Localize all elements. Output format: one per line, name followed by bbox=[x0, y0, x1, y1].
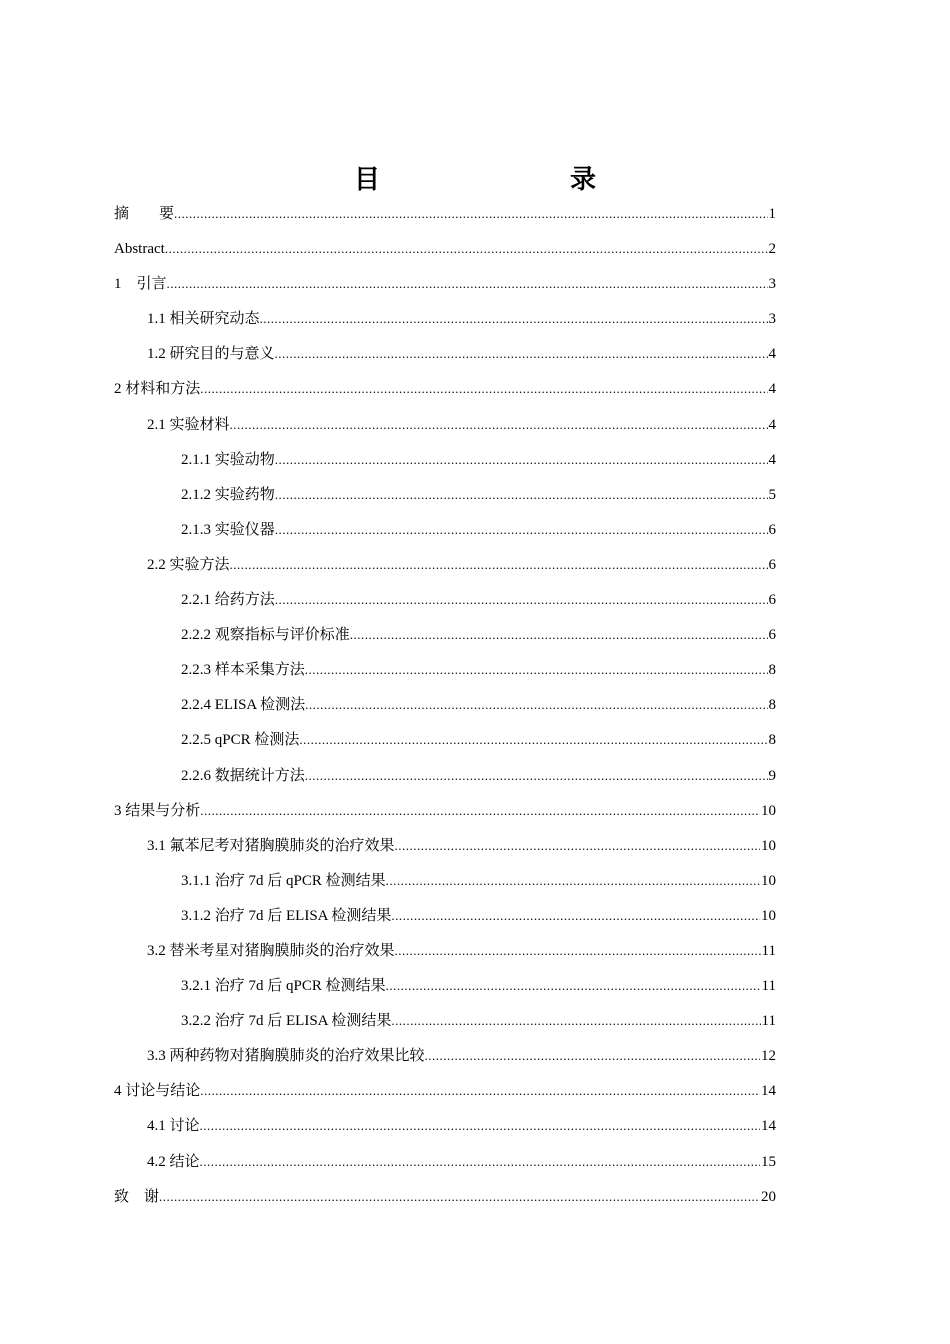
dot-leader bbox=[200, 793, 760, 828]
dot-leader bbox=[174, 196, 767, 231]
dot-leader bbox=[159, 1179, 760, 1214]
toc-entry-page-number: 4 bbox=[768, 416, 776, 433]
toc-entry-label: Abstract bbox=[114, 241, 165, 258]
toc-entry[interactable] bbox=[114, 793, 776, 828]
toc-entry-page-number: 2 bbox=[768, 241, 776, 258]
toc-entry[interactable] bbox=[114, 512, 776, 547]
toc-entry-label: 3.3 两种药物对猪胸膜肺炎的治疗效果比较 bbox=[147, 1048, 425, 1065]
toc-entry-label: 1.2 研究目的与意义 bbox=[147, 346, 275, 363]
toc-entry[interactable] bbox=[114, 1003, 776, 1038]
toc-entry-label: 4.2 结论 bbox=[147, 1153, 200, 1170]
toc-entry[interactable] bbox=[114, 582, 776, 617]
toc-entry-page-number: 10 bbox=[761, 802, 776, 819]
dot-leader bbox=[299, 722, 767, 757]
toc-entry[interactable] bbox=[114, 828, 776, 863]
toc-entry-page-number: 6 bbox=[768, 592, 776, 609]
toc-entry-page-number: 10 bbox=[761, 907, 776, 924]
toc-entry-page-number: 15 bbox=[761, 1153, 776, 1170]
dot-leader bbox=[165, 231, 768, 266]
toc-entry-page-number: 12 bbox=[761, 1048, 776, 1065]
toc-entry-label: 致 谢 bbox=[114, 1188, 160, 1205]
dot-leader bbox=[305, 758, 768, 793]
dot-leader bbox=[230, 407, 768, 442]
toc-entry-page-number: 3 bbox=[768, 276, 776, 293]
toc-entry[interactable] bbox=[114, 231, 776, 266]
toc-entry-page-number: 3 bbox=[768, 311, 776, 328]
dot-leader bbox=[200, 1073, 760, 1108]
toc-entry-label: 3.1 氟苯尼考对猪胸膜肺炎的治疗效果 bbox=[147, 837, 395, 854]
dot-leader bbox=[386, 968, 761, 1003]
toc-entry[interactable] bbox=[114, 722, 776, 757]
dot-leader bbox=[395, 933, 761, 968]
toc-entry[interactable] bbox=[114, 1144, 776, 1179]
toc-entry-label: 2.1.1 实验动物 bbox=[181, 451, 275, 468]
toc-entry-label: 2.2.3 样本采集方法 bbox=[181, 662, 305, 679]
toc-entry-label: 2 材料和方法 bbox=[114, 381, 201, 398]
toc-entry[interactable] bbox=[114, 266, 776, 301]
toc-entry-label: 3 结果与分析 bbox=[114, 802, 201, 819]
toc-entry-page-number: 8 bbox=[768, 732, 776, 749]
toc-entry[interactable] bbox=[114, 1038, 776, 1073]
toc-entry[interactable] bbox=[114, 407, 776, 442]
toc-entry-page-number: 6 bbox=[768, 627, 776, 644]
toc-entry[interactable] bbox=[114, 617, 776, 652]
toc-entry-page-number: 8 bbox=[768, 697, 776, 714]
toc-entry-label: 3.2.2 治疗 7d 后 ELISA 检测结果 bbox=[181, 1013, 392, 1030]
dot-leader bbox=[275, 477, 768, 512]
dot-leader bbox=[391, 898, 760, 933]
toc-entry-page-number: 10 bbox=[761, 837, 776, 854]
toc-entry[interactable] bbox=[114, 863, 776, 898]
toc-entry[interactable] bbox=[114, 968, 776, 1003]
dot-leader bbox=[305, 687, 767, 722]
toc-entry-page-number: 20 bbox=[761, 1188, 776, 1205]
toc-entry-page-number: 8 bbox=[768, 662, 776, 679]
dot-leader bbox=[391, 1003, 760, 1038]
dot-leader bbox=[395, 828, 760, 863]
toc-entry-page-number: 14 bbox=[761, 1118, 776, 1135]
table-of-contents bbox=[114, 196, 776, 1214]
toc-entry[interactable] bbox=[114, 933, 776, 968]
toc-entry[interactable] bbox=[114, 1108, 776, 1143]
toc-entry-page-number: 11 bbox=[761, 978, 776, 995]
toc-entry-page-number: 4 bbox=[768, 381, 776, 398]
toc-entry-label: 2.1 实验材料 bbox=[147, 416, 230, 433]
toc-entry-label: 2.2.4 ELISA 检测法 bbox=[181, 697, 306, 714]
toc-entry-page-number: 11 bbox=[761, 942, 776, 959]
toc-entry-page-number: 6 bbox=[768, 521, 776, 538]
toc-entry[interactable] bbox=[114, 547, 776, 582]
toc-entry-page-number: 14 bbox=[761, 1083, 776, 1100]
toc-entry-page-number: 5 bbox=[768, 486, 776, 503]
dot-leader bbox=[275, 336, 768, 371]
toc-entry[interactable] bbox=[114, 371, 776, 406]
toc-entry[interactable] bbox=[114, 898, 776, 933]
toc-entry-page-number: 4 bbox=[768, 346, 776, 363]
toc-entry[interactable] bbox=[114, 301, 776, 336]
dot-leader bbox=[275, 582, 768, 617]
dot-leader bbox=[167, 266, 768, 301]
toc-entry[interactable] bbox=[114, 1073, 776, 1108]
toc-entry[interactable] bbox=[114, 196, 776, 231]
dot-leader bbox=[305, 652, 768, 687]
toc-entry-label: 3.1.1 治疗 7d 后 qPCR 检测结果 bbox=[181, 872, 386, 889]
toc-entry[interactable] bbox=[114, 652, 776, 687]
toc-entry-page-number: 4 bbox=[768, 451, 776, 468]
dot-leader bbox=[200, 1108, 760, 1143]
toc-entry-label: 摘 要 bbox=[114, 206, 175, 222]
toc-entry[interactable] bbox=[114, 477, 776, 512]
dot-leader bbox=[386, 863, 760, 898]
toc-entry-page-number: 10 bbox=[761, 872, 776, 889]
toc-entry[interactable] bbox=[114, 758, 776, 793]
toc-entry[interactable] bbox=[114, 1179, 776, 1214]
toc-entry-label: 1.1 相关研究动态 bbox=[147, 311, 260, 328]
page-title: 目 录 bbox=[353, 165, 642, 196]
toc-entry-label: 2.2 实验方法 bbox=[147, 556, 230, 573]
toc-entry-label: 3.1.2 治疗 7d 后 ELISA 检测结果 bbox=[181, 907, 392, 924]
toc-entry[interactable] bbox=[114, 336, 776, 371]
toc-entry-label: 2.2.1 给药方法 bbox=[181, 592, 275, 609]
toc-entry[interactable] bbox=[114, 442, 776, 477]
dot-leader bbox=[425, 1038, 760, 1073]
toc-entry-label: 3.2 替米考星对猪胸膜肺炎的治疗效果 bbox=[147, 942, 395, 959]
dot-leader bbox=[275, 442, 768, 477]
dot-leader bbox=[200, 371, 767, 406]
dot-leader bbox=[230, 547, 768, 582]
toc-entry-label: 1 引言 bbox=[114, 276, 167, 293]
toc-entry-label: 4.1 讨论 bbox=[147, 1118, 200, 1135]
toc-entry-page-number: 9 bbox=[768, 767, 776, 784]
toc-entry-label: 4 讨论与结论 bbox=[114, 1083, 201, 1100]
toc-entry-label: 2.2.5 qPCR 检测法 bbox=[181, 732, 300, 749]
toc-entry-label: 2.2.6 数据统计方法 bbox=[181, 767, 305, 784]
toc-entry-page-number: 6 bbox=[768, 556, 776, 573]
dot-leader bbox=[260, 301, 768, 336]
dot-leader bbox=[200, 1144, 760, 1179]
toc-entry-label: 2.1.3 实验仪器 bbox=[181, 521, 275, 538]
dot-leader bbox=[350, 617, 768, 652]
toc-entry-label: 3.2.1 治疗 7d 后 qPCR 检测结果 bbox=[181, 978, 386, 995]
toc-entry[interactable] bbox=[114, 687, 776, 722]
toc-entry-label: 2.1.2 实验药物 bbox=[181, 486, 275, 503]
toc-entry-label: 2.2.2 观察指标与评价标准 bbox=[181, 627, 350, 644]
toc-entry-page-number: 11 bbox=[761, 1013, 776, 1030]
toc-entry-page-number: 1 bbox=[768, 206, 776, 222]
dot-leader bbox=[275, 512, 768, 547]
